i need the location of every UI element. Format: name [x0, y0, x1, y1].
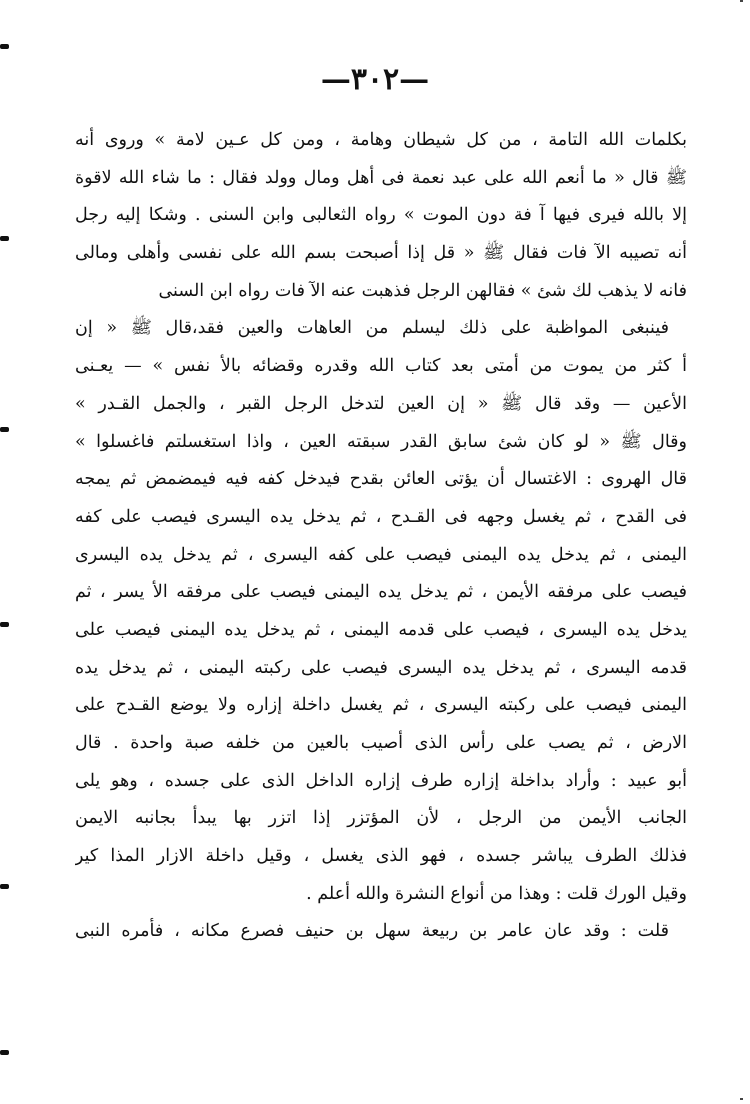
text-line: إلا بالله فيرى فيها آ فة دون الموت » رواه الثعالبى وابن السنى . وشكا إليه رجل	[75, 205, 687, 226]
margin-mark	[0, 1050, 9, 1055]
text-line: وقيل الورك قلت : وهذا من أنواع النشرة والله أعلم .	[306, 883, 687, 904]
text-line: أ كثر من يموت من أمتى بعد كتاب الله وقدره وقضائه بالأ نفس » — يعـنى	[75, 356, 687, 377]
page-body	[75, 122, 687, 951]
margin-mark	[0, 427, 9, 432]
text-line: فى القدح ، ثم يغسل وجهه فى القـدح ، ثم يدخل يده اليسرى فيصب على كفه	[75, 506, 687, 527]
margin-mark	[0, 236, 9, 241]
text-line: اليمنى فيصب على ركبته اليسرى ، ثم يغسل داخلة إزاره ولا يوضع القـدح على	[75, 695, 687, 716]
margin-mark	[0, 884, 9, 889]
text-line: أبو عبيد : وأراد بداخلة إزاره طرف إزاره الداخل الذى على جسده ، وهو يلى	[75, 770, 687, 791]
page-edge-mark	[740, 0, 743, 2]
text-line: قال الهروى : الاغتسال أن يؤتى العائن بقدح فيدخل كفه فيه فيمضمض ثم يمجه	[75, 469, 687, 490]
page-number: —٣٠٢—	[320, 62, 430, 97]
text-line: فانه لا يذهب لك شئ » فقالهن الرجل فذهبت عنه الآ فات رواه ابن السنى	[158, 280, 687, 301]
text-line: ﷺ قال « ما أنعم الله على عبد نعمة فى أهل ومال وولد فقال : ما شاء الله لاقوة	[75, 167, 687, 188]
text-line: أنه تصيبه الآ فات فقال ﷺ « قل إذا أصبحت بسم الله على نفسى وأهلى ومالى	[75, 243, 687, 264]
text-line: بكلمات الله التامة ، من كل شيطان وهامة ، ومن كل عـين لامة » وروى أنه	[75, 130, 687, 150]
text-line: يدخل يده اليسرى ، فيصب على قدمه اليمنى ، ثم يدخل يده اليمنى فيصب على	[75, 619, 687, 640]
text-line: الأعين — وقد قال ﷺ « إن العين لتدخل الرجل القبر ، والجمل القـدر »	[75, 393, 687, 414]
text-line: فيصب على مرفقه الأيمن ، ثم يدخل يده اليمنى فيصب على مرفقه الأ يسر ، ثم	[75, 582, 687, 603]
margin-mark	[0, 44, 9, 49]
text-line: الارض ، ثم يصب على رأس الذى أصيب بالعين من خلفه صبة واحدة . قال	[75, 733, 687, 753]
text-line: قلت : وقد عان عامر بن ربيعة سهل بن حنيف فصرع مكانه ، فأمره النبى	[75, 921, 669, 942]
text-line: الجانب الأيمن من الرجل ، لأن المؤتزر إذا اتزر بها يبدأ بجانبه الايمن	[75, 808, 687, 829]
text-line: فينبغى المواظبة على ذلك ليسلم من العاهات والعين فقد،قال ﷺ « إن	[75, 318, 669, 339]
text-line: وقال ﷺ « لو كان شئ سابق القدر سبقته العين ، واذا استغسلتم فاغسلوا »	[75, 431, 687, 452]
text-line: اليمنى ، ثم يدخل يده اليمنى فيصب على كفه اليسرى ، ثم يدخل يده اليسرى	[75, 544, 687, 565]
text-line: فذلك الطرف يباشر جسده ، فهو الذى يغسل ، وقيل داخلة الازار المذا كير	[75, 846, 687, 867]
text-line: قدمه اليسرى ، ثم يدخل يده اليسرى فيصب على ركبته اليمنى ، ثم يدخل يده	[75, 657, 687, 678]
margin-mark	[0, 622, 9, 627]
page-edge-mark	[740, 1098, 743, 1100]
